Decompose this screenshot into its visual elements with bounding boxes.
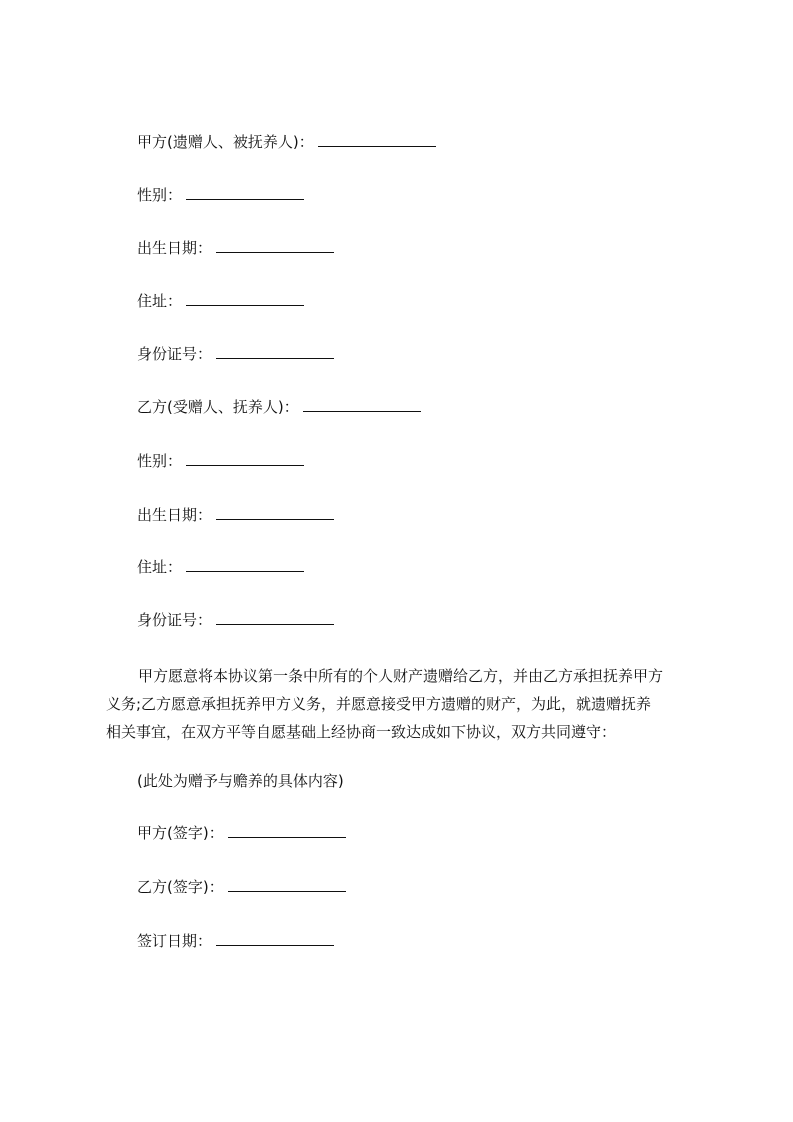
- party-a-sign-blank[interactable]: [228, 823, 346, 838]
- party-a-title-label: 甲方(遗赠人、被抚养人)：: [137, 133, 314, 151]
- party-a-id-label: 身份证号：: [137, 345, 213, 363]
- agreement-line-2: 义务;乙方愿意承担抚养甲方义务，并愿意接受甲方遗赠的财产，为此，就遗赠抚养: [106, 695, 652, 713]
- party-b-sign-label: 乙方(签字)：: [137, 878, 224, 896]
- party-b-address-label: 住址：: [137, 558, 183, 576]
- sign-date-line: [137, 931, 334, 951]
- party-a-address-label: 住址：: [137, 292, 183, 310]
- party-a-address-blank[interactable]: [186, 291, 304, 306]
- party-a-birth-blank[interactable]: [216, 238, 334, 253]
- content-note-line: [137, 771, 344, 791]
- party-b-id-blank[interactable]: [216, 610, 334, 625]
- party-b-address-blank[interactable]: [186, 557, 304, 572]
- party-b-id-label: 身份证号：: [137, 611, 213, 629]
- party-a-gender-blank[interactable]: [186, 185, 304, 200]
- party-b-id-line: [137, 610, 334, 630]
- party-a-gender-line: [137, 185, 304, 205]
- party-a-birth-label: 出生日期：: [137, 239, 213, 257]
- party-b-address-line: [137, 557, 304, 577]
- party-b-birth-blank[interactable]: [216, 505, 334, 520]
- sign-date-label: 签订日期：: [137, 932, 213, 950]
- party-a-sign-line: [137, 823, 346, 843]
- party-a-address-line: [137, 291, 304, 311]
- party-b-title-line: [137, 397, 421, 417]
- agreement-line-3: 相关事宜，在双方平等自愿基础上经协商一致达成如下协议，双方共同遵守：: [106, 723, 617, 741]
- party-b-title-label: 乙方(受赠人、抚养人)：: [137, 398, 299, 416]
- party-a-gender-label: 性别：: [137, 186, 183, 204]
- party-b-birth-label: 出生日期：: [137, 506, 213, 524]
- party-b-sign-blank[interactable]: [228, 877, 346, 892]
- party-b-name-blank[interactable]: [303, 397, 421, 412]
- party-b-sign-line: [137, 877, 346, 897]
- party-a-sign-label: 甲方(签字)：: [137, 824, 224, 842]
- sign-date-blank[interactable]: [216, 931, 334, 946]
- party-b-birth-line: [137, 505, 334, 525]
- party-a-name-blank[interactable]: [318, 132, 436, 147]
- agreement-line-1: 甲方愿意将本协议第一条中所有的个人财产遗赠给乙方，并由乙方承担抚养甲方: [138, 667, 664, 685]
- party-a-id-line: [137, 344, 334, 364]
- party-a-birth-line: [137, 238, 334, 258]
- content-note: (此处为赠予与赡养的具体内容): [137, 772, 344, 790]
- party-b-gender-blank[interactable]: [186, 451, 304, 466]
- agreement-paragraph: [106, 662, 706, 746]
- party-b-gender-label: 性别：: [137, 452, 183, 470]
- party-a-id-blank[interactable]: [216, 344, 334, 359]
- party-a-title-line: [137, 132, 436, 152]
- party-b-gender-line: [137, 451, 304, 471]
